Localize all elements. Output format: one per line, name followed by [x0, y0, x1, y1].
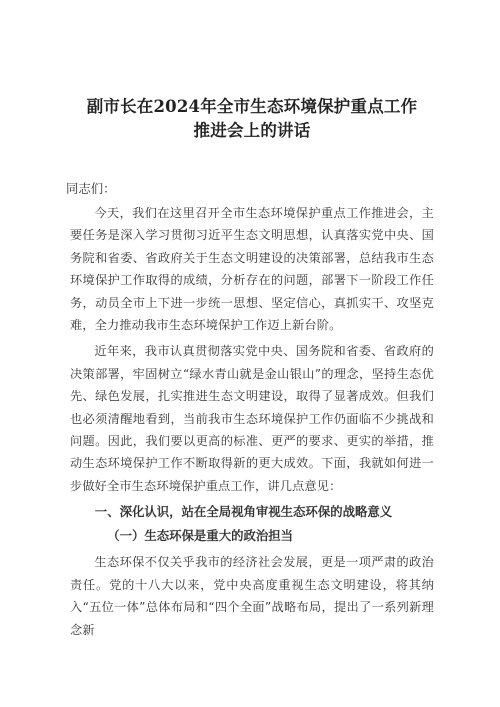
paragraph-background: 近年来，我市认真贯彻落实党中央、国务院和省委、省政府的决策部署，牢固树立“绿水青山就是金山银山”的理念，坚持生态优先、绿色发展，扎实推进生态文明建设，取得了显著成效。但我们也必须清醒地看到，当前我市生态环境保护工作仍面临不少挑战和问题。因此，我们要以更高的标准、更严的要求、更实的举措，推动生态环境保护工作不断取得新的更大成效。下面，我就如何进一步做好全市生态环境保护重点工作，讲几点意见： — [70, 344, 434, 493]
title-line-1: 副市长在2024年全市生态环境保护重点工作 — [86, 97, 418, 116]
section-heading-1: 一、深化认识，站在全局视角审视生态环保的战略意义 — [94, 504, 393, 520]
paragraph-intro: 今天，我们在这里召开全市生态环境保护重点工作推进会，主要任务是深入学习贯彻习近平生态文明思想，认真落实党中央、国务院和省委、省政府关于生态文明建设的决策部署，总结我市生态环境保护工作取得的成绩，分析存在的问题，部署下一阶段工作任务，动员全市上下进一步统一思想、坚定信心，真抓实干、攻坚克难，全力推动我市生态环境保护工作迈上新台阶。 — [70, 206, 434, 333]
salutation: 同志们： — [66, 181, 116, 196]
title-line-2: 推进会上的讲话 — [193, 121, 311, 140]
document-title — [70, 95, 434, 143]
paragraph-section-1: 生态环保不仅关乎我市的经济社会发展，更是一项严肃的政治责任。党的十八大以来，党中央高度重视生态文明建设，将其纳入“五位一体”总体布局和“四个全面”战略布局，提出了一系列新理念新 — [70, 555, 434, 637]
subsection-heading-1: （一）生态环保是重大的政治担当 — [107, 528, 294, 544]
